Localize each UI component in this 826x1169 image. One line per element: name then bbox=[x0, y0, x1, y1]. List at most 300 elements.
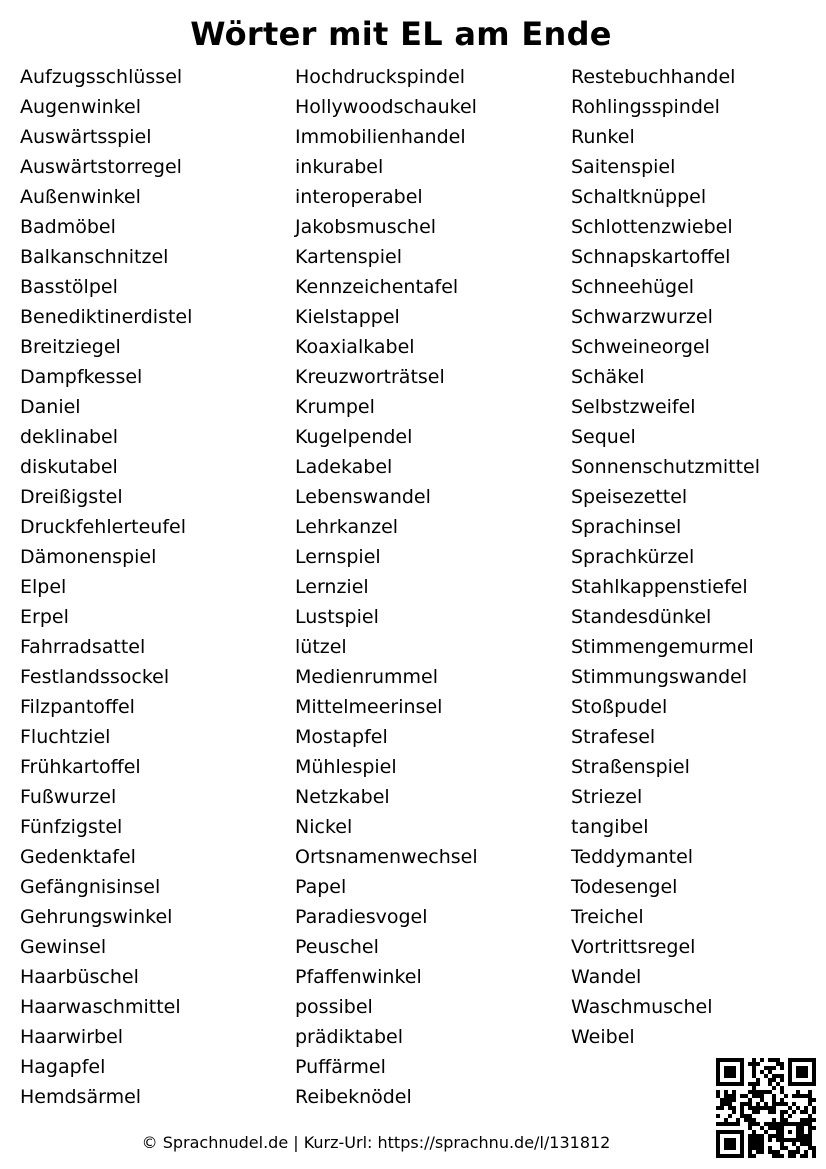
qr-module bbox=[780, 1130, 784, 1134]
qr-module bbox=[764, 1066, 768, 1070]
qr-module bbox=[784, 1094, 788, 1098]
qr-module bbox=[732, 1106, 736, 1110]
qr-module bbox=[804, 1154, 808, 1158]
word-item: Gehrungswinkel bbox=[20, 906, 173, 928]
word-item: Lebenswandel bbox=[295, 486, 431, 508]
qr-module bbox=[800, 1058, 804, 1062]
word-item: Kreuzworträtsel bbox=[295, 366, 445, 388]
qr-module bbox=[780, 1086, 784, 1090]
qr-module bbox=[800, 1142, 804, 1146]
qr-module bbox=[776, 1130, 780, 1134]
word-item: Medienrummel bbox=[295, 666, 438, 688]
qr-module bbox=[812, 1118, 816, 1122]
qr-module bbox=[752, 1062, 756, 1066]
qr-module bbox=[792, 1082, 796, 1086]
qr-module bbox=[772, 1078, 776, 1082]
qr-module bbox=[768, 1082, 772, 1086]
qr-module bbox=[760, 1126, 764, 1130]
qr-module bbox=[732, 1066, 736, 1070]
word-item: interoperabel bbox=[295, 186, 423, 208]
qr-module bbox=[756, 1150, 760, 1154]
qr-module bbox=[788, 1138, 792, 1142]
word-item: Weibel bbox=[571, 1026, 635, 1048]
word-item: Netzkabel bbox=[295, 786, 390, 808]
word-item: Waschmuschel bbox=[571, 996, 713, 1018]
qr-module bbox=[796, 1082, 800, 1086]
qr-module bbox=[740, 1114, 744, 1118]
qr-module bbox=[740, 1074, 744, 1078]
qr-module bbox=[724, 1058, 728, 1062]
word-item: Selbstzweifel bbox=[571, 396, 696, 418]
qr-module bbox=[772, 1066, 776, 1070]
qr-module bbox=[792, 1102, 796, 1106]
qr-module bbox=[748, 1098, 752, 1102]
word-item: Hemdsärmel bbox=[20, 1086, 142, 1108]
qr-module bbox=[780, 1146, 784, 1150]
qr-module bbox=[776, 1062, 780, 1066]
qr-module bbox=[740, 1094, 744, 1098]
word-item: Lehrkanzel bbox=[295, 516, 399, 538]
qr-module bbox=[780, 1102, 784, 1106]
qr-module bbox=[812, 1074, 816, 1078]
qr-module bbox=[808, 1082, 812, 1086]
qr-module bbox=[796, 1138, 800, 1142]
word-column-1 bbox=[20, 62, 192, 1112]
qr-module bbox=[732, 1110, 736, 1114]
qr-module bbox=[728, 1070, 732, 1074]
word-item: Paradiesvogel bbox=[295, 906, 428, 928]
qr-module bbox=[772, 1110, 776, 1114]
qr-module bbox=[768, 1078, 772, 1082]
qr-module bbox=[804, 1082, 808, 1086]
qr-module bbox=[796, 1094, 800, 1098]
qr-module bbox=[752, 1094, 756, 1098]
word-item: Fünfzigstel bbox=[20, 816, 123, 838]
qr-module bbox=[752, 1110, 756, 1114]
qr-module bbox=[788, 1122, 792, 1126]
qr-module bbox=[768, 1138, 772, 1142]
word-item: Dampfkessel bbox=[20, 366, 143, 388]
qr-module bbox=[768, 1066, 772, 1070]
qr-module bbox=[768, 1090, 772, 1094]
qr-module bbox=[728, 1074, 732, 1078]
qr-module bbox=[732, 1058, 736, 1062]
qr-module bbox=[752, 1138, 756, 1142]
word-item: Schweineorgel bbox=[571, 336, 710, 358]
word-item: Schwarzwurzel bbox=[571, 306, 713, 328]
word-item: Außenwinkel bbox=[20, 186, 141, 208]
word-item: Mühlespiel bbox=[295, 756, 397, 778]
qr-module bbox=[800, 1154, 804, 1158]
qr-module bbox=[768, 1134, 772, 1138]
word-item: Gedenktafel bbox=[20, 846, 136, 868]
qr-module bbox=[760, 1134, 764, 1138]
qr-module bbox=[772, 1074, 776, 1078]
qr-module bbox=[728, 1122, 732, 1126]
qr-module bbox=[812, 1126, 816, 1130]
qr-module bbox=[732, 1074, 736, 1078]
qr-module bbox=[804, 1074, 808, 1078]
word-item: Erpel bbox=[20, 606, 69, 628]
qr-module bbox=[784, 1118, 788, 1122]
qr-module bbox=[780, 1142, 784, 1146]
qr-module bbox=[788, 1070, 792, 1074]
qr-module bbox=[804, 1058, 808, 1062]
word-column-3 bbox=[571, 62, 760, 1052]
qr-module bbox=[716, 1114, 720, 1118]
qr-module bbox=[804, 1106, 808, 1110]
qr-module bbox=[796, 1058, 800, 1062]
qr-module bbox=[756, 1062, 760, 1066]
qr-module bbox=[748, 1090, 752, 1094]
qr-module bbox=[808, 1146, 812, 1150]
qr-module bbox=[776, 1102, 780, 1106]
qr-module bbox=[756, 1082, 760, 1086]
qr-module bbox=[788, 1062, 792, 1066]
qr-module bbox=[796, 1126, 800, 1130]
qr-module bbox=[808, 1122, 812, 1126]
qr-module bbox=[792, 1058, 796, 1062]
qr-module bbox=[740, 1070, 744, 1074]
word-item: Kielstappel bbox=[295, 306, 400, 328]
qr-module bbox=[756, 1106, 760, 1110]
qr-module bbox=[776, 1134, 780, 1138]
qr-module bbox=[752, 1066, 756, 1070]
qr-module bbox=[732, 1090, 736, 1094]
word-item: Kartenspiel bbox=[295, 246, 402, 268]
word-item: Mittelmeerinsel bbox=[295, 696, 443, 718]
word-item: Balkanschnitzel bbox=[20, 246, 169, 268]
qr-module bbox=[724, 1098, 728, 1102]
word-item: Haarwirbel bbox=[20, 1026, 124, 1048]
qr-module bbox=[732, 1122, 736, 1126]
qr-module bbox=[764, 1122, 768, 1126]
qr-module bbox=[812, 1154, 816, 1158]
word-item: Peuschel bbox=[295, 936, 379, 958]
word-item: Wandel bbox=[571, 966, 642, 988]
qr-module bbox=[796, 1074, 800, 1078]
qr-module bbox=[752, 1058, 756, 1062]
word-item: Treichel bbox=[571, 906, 644, 928]
qr-module bbox=[800, 1126, 804, 1130]
qr-module bbox=[720, 1102, 724, 1106]
qr-module bbox=[740, 1058, 744, 1062]
qr-module bbox=[748, 1126, 752, 1130]
word-item: Sequel bbox=[571, 426, 636, 448]
qr-module bbox=[768, 1150, 772, 1154]
qr-module bbox=[768, 1106, 772, 1110]
word-item: Schnapskartoffel bbox=[571, 246, 731, 268]
qr-module bbox=[804, 1066, 808, 1070]
qr-module bbox=[784, 1138, 788, 1142]
footer-url: © Sprachnudel.de | Kurz-Url: https://sprachnu.de/l/131812 bbox=[141, 1133, 611, 1152]
word-item: Haarwaschmittel bbox=[20, 996, 181, 1018]
qr-module bbox=[788, 1058, 792, 1062]
qr-module bbox=[740, 1110, 744, 1114]
qr-module bbox=[776, 1138, 780, 1142]
qr-module bbox=[748, 1118, 752, 1122]
qr-module bbox=[812, 1070, 816, 1074]
word-item: Nickel bbox=[295, 816, 353, 838]
qr-module bbox=[760, 1094, 764, 1098]
qr-module bbox=[792, 1138, 796, 1142]
qr-module bbox=[796, 1134, 800, 1138]
qr-module bbox=[772, 1106, 776, 1110]
qr-module bbox=[792, 1154, 796, 1158]
qr-module bbox=[756, 1134, 760, 1138]
qr-module bbox=[780, 1078, 784, 1082]
word-item: Jakobsmuschel bbox=[295, 216, 437, 238]
word-item: Benediktinerdistel bbox=[20, 306, 193, 328]
qr-module bbox=[796, 1106, 800, 1110]
word-item: Fußwurzel bbox=[20, 786, 117, 808]
qr-module bbox=[780, 1118, 784, 1122]
qr-module bbox=[776, 1122, 780, 1126]
qr-module bbox=[796, 1130, 800, 1134]
qr-module bbox=[812, 1066, 816, 1070]
word-item: prädiktabel bbox=[295, 1026, 403, 1048]
word-item: Fahrradsattel bbox=[20, 636, 146, 658]
word-item: Restebuchhandel bbox=[571, 66, 736, 88]
word-item: Breitziegel bbox=[20, 336, 121, 358]
word-item: Koaxialkabel bbox=[295, 336, 415, 358]
word-item: Vortrittsregel bbox=[571, 936, 696, 958]
word-item: Ortsnamenwechsel bbox=[295, 846, 478, 868]
word-item: Auswärtsspiel bbox=[20, 126, 152, 148]
qr-module bbox=[752, 1122, 756, 1126]
word-item: Straßenspiel bbox=[571, 756, 690, 778]
qr-module bbox=[764, 1106, 768, 1110]
qr-module bbox=[780, 1134, 784, 1138]
qr-module bbox=[728, 1098, 732, 1102]
qr-module bbox=[760, 1150, 764, 1154]
qr-module bbox=[768, 1122, 772, 1126]
word-item: Rohlingsspindel bbox=[571, 96, 720, 118]
qr-module bbox=[716, 1066, 720, 1070]
word-item: inkurabel bbox=[295, 156, 384, 178]
word-item: Kennzeichentafel bbox=[295, 276, 459, 298]
qr-module bbox=[796, 1066, 800, 1070]
qr-module bbox=[728, 1066, 732, 1070]
qr-module bbox=[792, 1150, 796, 1154]
qr-module bbox=[760, 1058, 764, 1062]
qr-module bbox=[748, 1106, 752, 1110]
qr-module bbox=[736, 1122, 740, 1126]
qr-module bbox=[740, 1062, 744, 1066]
qr-module bbox=[724, 1118, 728, 1122]
qr-module bbox=[792, 1094, 796, 1098]
qr-module bbox=[748, 1114, 752, 1118]
qr-module bbox=[800, 1138, 804, 1142]
word-item: Augenwinkel bbox=[20, 96, 141, 118]
qr-module bbox=[780, 1154, 784, 1158]
qr-module bbox=[808, 1102, 812, 1106]
qr-module bbox=[788, 1150, 792, 1154]
word-item: Daniel bbox=[20, 396, 81, 418]
word-item: Ladekabel bbox=[295, 456, 393, 478]
qr-module bbox=[772, 1058, 776, 1062]
qr-module bbox=[728, 1106, 732, 1110]
qr-module bbox=[724, 1082, 728, 1086]
qr-module bbox=[772, 1118, 776, 1122]
qr-module bbox=[716, 1122, 720, 1126]
word-item: Basstölpel bbox=[20, 276, 118, 298]
qr-module bbox=[804, 1110, 808, 1114]
word-item: Sonnenschutzmittel bbox=[571, 456, 761, 478]
word-item: Filzpantoffel bbox=[20, 696, 135, 718]
qr-module bbox=[768, 1126, 772, 1130]
qr-module bbox=[764, 1074, 768, 1078]
qr-module bbox=[760, 1142, 764, 1146]
word-item: Immobilienhandel bbox=[295, 126, 466, 148]
qr-module bbox=[760, 1070, 764, 1074]
qr-module bbox=[796, 1090, 800, 1094]
qr-module bbox=[796, 1070, 800, 1074]
qr-module bbox=[800, 1082, 804, 1086]
word-item: Sprachinsel bbox=[571, 516, 682, 538]
qr-module bbox=[740, 1102, 744, 1106]
qr-module bbox=[716, 1106, 720, 1110]
qr-module bbox=[788, 1066, 792, 1070]
word-item: Schneehügel bbox=[571, 276, 695, 298]
qr-module bbox=[800, 1134, 804, 1138]
word-item: Lernziel bbox=[295, 576, 369, 598]
qr-module bbox=[800, 1094, 804, 1098]
qr-module bbox=[744, 1094, 748, 1098]
qr-module bbox=[808, 1058, 812, 1062]
qr-module bbox=[756, 1090, 760, 1094]
word-item: possibel bbox=[295, 996, 373, 1018]
qr-module bbox=[768, 1058, 772, 1062]
qr-module bbox=[748, 1122, 752, 1126]
qr-module bbox=[808, 1138, 812, 1142]
qr-module bbox=[716, 1082, 720, 1086]
qr-module bbox=[764, 1130, 768, 1134]
qr-module bbox=[796, 1122, 800, 1126]
qr-module bbox=[812, 1058, 816, 1062]
qr-module bbox=[800, 1130, 804, 1134]
qr-module bbox=[784, 1146, 788, 1150]
qr-module bbox=[780, 1062, 784, 1066]
word-item: deklinabel bbox=[20, 426, 119, 448]
qr-module bbox=[748, 1082, 752, 1086]
qr-module bbox=[772, 1126, 776, 1130]
qr-module bbox=[812, 1106, 816, 1110]
word-item: Strafesel bbox=[571, 726, 656, 748]
qr-module bbox=[752, 1154, 756, 1158]
word-item: Gewinsel bbox=[20, 936, 107, 958]
qr-module bbox=[760, 1098, 764, 1102]
qr-module bbox=[756, 1146, 760, 1150]
qr-module bbox=[772, 1102, 776, 1106]
qr-module bbox=[740, 1066, 744, 1070]
qr-module bbox=[780, 1122, 784, 1126]
word-item: Schaltknüppel bbox=[571, 186, 707, 208]
qr-module bbox=[792, 1122, 796, 1126]
qr-module bbox=[792, 1142, 796, 1146]
word-item: Auswärtstorregel bbox=[20, 156, 182, 178]
qr-module bbox=[744, 1102, 748, 1106]
qr-module bbox=[740, 1106, 744, 1110]
qr-module bbox=[800, 1074, 804, 1078]
qr-module bbox=[772, 1150, 776, 1154]
word-item: Striezel bbox=[571, 786, 643, 808]
qr-module bbox=[772, 1098, 776, 1102]
word-item: Schlottenzwiebel bbox=[571, 216, 733, 238]
qr-module bbox=[800, 1110, 804, 1114]
qr-module bbox=[780, 1138, 784, 1142]
qr-module bbox=[724, 1074, 728, 1078]
qr-module bbox=[780, 1090, 784, 1094]
word-item: Elpel bbox=[20, 576, 67, 598]
qr-module bbox=[764, 1102, 768, 1106]
word-item: Badmöbel bbox=[20, 216, 116, 238]
word-item: Kugelpendel bbox=[295, 426, 413, 448]
word-item: Stahlkappenstiefel bbox=[571, 576, 748, 598]
word-item: Teddymantel bbox=[571, 846, 694, 868]
qr-module bbox=[788, 1078, 792, 1082]
qr-module bbox=[728, 1082, 732, 1086]
qr-module bbox=[800, 1122, 804, 1126]
word-item: Stimmungswandel bbox=[571, 666, 748, 688]
qr-module bbox=[756, 1138, 760, 1142]
qr-module bbox=[780, 1110, 784, 1114]
qr-module bbox=[720, 1098, 724, 1102]
qr-module bbox=[804, 1142, 808, 1146]
qr-module bbox=[812, 1110, 816, 1114]
qr-module bbox=[752, 1134, 756, 1138]
qr-module bbox=[720, 1058, 724, 1062]
word-item: Hollywoodschaukel bbox=[295, 96, 477, 118]
qr-module bbox=[752, 1086, 756, 1090]
qr-module bbox=[772, 1154, 776, 1158]
qr-module bbox=[716, 1090, 720, 1094]
qr-module bbox=[728, 1114, 732, 1118]
word-item: Haarbüschel bbox=[20, 966, 139, 988]
qr-module bbox=[804, 1122, 808, 1126]
qr-module bbox=[744, 1118, 748, 1122]
qr-module bbox=[728, 1058, 732, 1062]
word-item: Pfaffenwinkel bbox=[295, 966, 422, 988]
word-item: Hagapfel bbox=[20, 1056, 106, 1078]
qr-module bbox=[788, 1114, 792, 1118]
qr-module bbox=[720, 1106, 724, 1110]
word-item: Speisezettel bbox=[571, 486, 688, 508]
qr-module bbox=[716, 1062, 720, 1066]
word-item: Hochdruckspindel bbox=[295, 66, 466, 88]
qr-module bbox=[800, 1066, 804, 1070]
qr-module bbox=[808, 1130, 812, 1134]
qr-module bbox=[776, 1082, 780, 1086]
word-item: Runkel bbox=[571, 126, 635, 148]
qr-module bbox=[804, 1094, 808, 1098]
qr-module bbox=[740, 1082, 744, 1086]
word-item: Fluchtziel bbox=[20, 726, 111, 748]
qr-module bbox=[780, 1066, 784, 1070]
qr-module bbox=[808, 1134, 812, 1138]
qr-module bbox=[804, 1134, 808, 1138]
qr-module bbox=[752, 1106, 756, 1110]
qr-module bbox=[784, 1110, 788, 1114]
qr-module bbox=[772, 1122, 776, 1126]
qr-module bbox=[744, 1114, 748, 1118]
qr-module bbox=[808, 1114, 812, 1118]
qr-module bbox=[808, 1126, 812, 1130]
qr-module bbox=[752, 1070, 756, 1074]
qr-module bbox=[788, 1074, 792, 1078]
qr-module bbox=[808, 1142, 812, 1146]
qr-module bbox=[812, 1082, 816, 1086]
